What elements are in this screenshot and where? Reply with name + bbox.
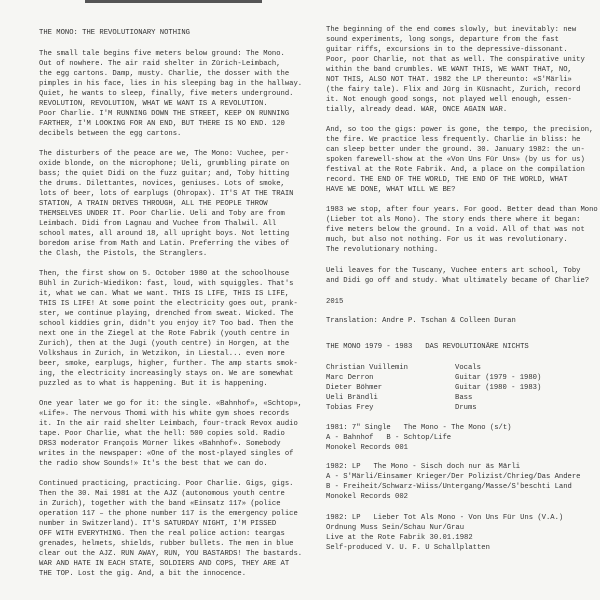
text-line: HAVE WE DONE, WHAT WILL WE BE?	[326, 186, 456, 194]
paragraph	[39, 49, 302, 139]
text-line: REVOLUTION, REVOLUTION, WHAT WE WANT IS A REVOLUTION.	[39, 100, 268, 108]
year: 2015	[326, 298, 344, 306]
text-line: Then the 30. Mai 1981 at the AJZ (autonomous youth centre	[39, 490, 285, 498]
text-line: Ueli leaves for the Tuscany, Vuchee enters art school, Toby	[326, 267, 581, 275]
text-line: in Zurich), together with the band «Einsatz 117» (police	[39, 500, 281, 508]
text-line: NOT THIS, ALSO NOT THAT. 1982 the LP thereunto: «S'Märli»	[326, 76, 572, 84]
text-line: THE TOP. Lost the gig. And, a bit the innocence.	[39, 570, 247, 578]
right-paragraph-4	[326, 266, 589, 286]
text-line: school kiddies grin, didn't you enjoy it? Too bad. Then the	[39, 320, 294, 328]
member-name: Christian Vuillemin	[326, 364, 408, 372]
text-line: spoken farewell-show at the «Von Uns Für Uns» (by us for us)	[326, 156, 585, 164]
text-line: A - Bahnhof B - Schtop/Life	[326, 434, 452, 442]
text-line: (Lieber tot als Mono). The story ends there where it began:	[326, 216, 581, 224]
text-line: 1982: LP Lieber Tot Als Mono - Von Uns Für Uns (V.A.)	[326, 514, 564, 522]
member-list	[326, 363, 541, 413]
member-name: Dieter Böhmer	[326, 384, 383, 392]
text-line: tially, already dead. WAR, ONCE AGAIN WAR.	[326, 106, 508, 114]
text-line: oxide blonde, on the microphone; Ueli, grumbling pirate on	[39, 160, 290, 168]
photo-edge	[85, 0, 262, 3]
text-line: it. In the air raid shelter Leimbach, four-track Revox audio	[39, 420, 298, 428]
lineup-heading: THE MONO 1979 - 1983 DAS REVOLUTIONÄRE NICHTS	[326, 343, 529, 351]
text-line: THIS IS LIFE! At some point the electricity goes out, prank-	[39, 300, 298, 308]
release-1981-single	[326, 423, 511, 453]
member-name: Ueli Brändli	[326, 394, 378, 402]
text-line: beer, smoke, earplugs, higher, further. The amp starts smok-	[39, 360, 298, 368]
text-line: number in Switzerland). IT'S SATURDAY NIGHT, I'M PISSED	[39, 520, 277, 528]
text-line: bass; the quiet Didi on the fuzz guitar; and, Toby hitting	[39, 170, 290, 178]
paragraph	[39, 399, 302, 469]
text-line: the fire. We practice less frequently. Charlie in bliss: he	[326, 136, 581, 144]
text-line: record. THE END OF THE WORLD, THE END OF THE WORLD, WHAT	[326, 176, 568, 184]
text-line: Zurich), then at the Jugi (youth centre) in Horgen, at the	[39, 340, 290, 348]
text-line: Monokel Records 002	[326, 493, 408, 501]
paragraph	[39, 269, 302, 389]
text-line: ing, the electricity increasingly stays on. We are somewhat	[39, 370, 294, 378]
text-line: Out of nowhere. The air raid shelter in Zürich-Leimbach,	[39, 60, 281, 68]
text-line: sound experiments, long songs, departure from the fast	[326, 36, 559, 44]
text-line: STATION, A TRAIN DRIVES THROUGH, ALL THE PEOPLE THROW	[39, 200, 268, 208]
member-name: Marc Derron	[326, 374, 374, 382]
text-line: within the band crumbles. WE WANT THIS, WE WANT THAT, NO,	[326, 66, 572, 74]
text-line: operation 117 – the phone number 117 is the emergency police	[39, 510, 298, 518]
text-line: 1981: 7" Single The Mono - The Mono (s/t)	[326, 424, 512, 432]
text-line: Poor, poor Charlie, not that as well. The conspirative unity	[326, 56, 585, 64]
text-line: festival at the Rote Fabrik. And, a place on the compilation	[326, 166, 585, 174]
text-line: it, what we can. What we want. THIS IS LIFE, THIS IS LIFE,	[39, 290, 290, 298]
text-line: Ordnung Muss Sein/Schau Nur/Grau	[326, 524, 465, 532]
text-line: «Life». The nervous Thomi with his white gym shoes records	[39, 410, 290, 418]
member-row	[326, 393, 541, 403]
left-column	[39, 28, 302, 579]
member-role: Drums	[455, 404, 477, 412]
text-line: The revolutionary nothing.	[326, 246, 439, 254]
text-line: Then, the first show on 5. October 1980 at the schoolhouse	[39, 270, 290, 278]
text-line: guitar riffs, excursions in to the depressive-dissonant.	[326, 46, 568, 54]
text-line: The disturbers of the peace are we, The Mono: Vuchee, per-	[39, 150, 290, 158]
text-line: Quiet, he wants to sleep, finally, five meters underground.	[39, 90, 294, 98]
text-line: pimples in his face, lies in his sleeping bag in the hallway.	[39, 80, 303, 88]
text-line: clear out the AJZ. RUN AWAY, RUN, YOU BASTARDS! The bastards.	[39, 550, 303, 558]
text-line: grenades, helmets, shields, rubber bullets. The men in blue	[39, 540, 294, 548]
member-row	[326, 403, 541, 413]
text-line: the Clash, the Pistols, the Stranglers.	[39, 250, 208, 258]
article-title: THE MONO: THE REVOLUTIONARY NOTHING	[39, 29, 190, 37]
member-role: Guitar (1979 - 1980)	[455, 374, 542, 382]
text-line: five meters below the ground. In a void. All of that was not	[326, 226, 585, 234]
text-line: the drums. Dilettantes, novices, geniuses. Lots of smoke,	[39, 180, 285, 188]
text-line: next one in the Ziegel at the Rote Fabrik (youth centre in	[39, 330, 290, 338]
text-line: decibels between the egg cartons.	[39, 130, 182, 138]
text-line: 1982: LP The Mono - Sisch doch nur äs Märli	[326, 463, 521, 471]
text-line: Live at the Rote Fabrik 30.01.1982	[326, 534, 473, 542]
right-paragraph-1	[326, 25, 585, 115]
text-line: Self-produced V. U. F. U Schallplatten	[326, 544, 490, 552]
text-line: A - S'Märli/Einsamer Krieger/Der Polizist/Chrieg/Das Andere	[326, 473, 581, 481]
text-line: it. Not enough good songs, not played well enough, essen-	[326, 96, 572, 104]
text-line: THEMSELVES UNDER IT. Poor Charlie. Ueli and Toby are from	[39, 210, 285, 218]
text-line: Volkshaus in Zurich, in Wetzikon, in Liestal... even more	[39, 350, 285, 358]
member-role: Bass	[455, 394, 473, 402]
text-line: the radio show Sounds!» It's the best that we can do.	[39, 460, 268, 468]
text-line: tape. Poor Charlie, what the hell: 500 copies sold. Radio	[39, 430, 285, 438]
paragraph	[39, 479, 302, 579]
member-row	[326, 363, 541, 373]
right-paragraph-3	[326, 205, 598, 255]
text-line: One year later we go for it: the single. «Bahnhof», «Schtop»,	[39, 400, 303, 408]
text-line: Leimbach. Didi from Lagnau and Vuchee from Thalwil. All	[39, 220, 277, 228]
text-line: the egg cartons. Damp, musty. Charlie, the dosser with the	[39, 70, 290, 78]
text-line: Monokel Records 001	[326, 444, 408, 452]
member-name: Tobias Frey	[326, 404, 374, 412]
text-line: (the fairy tale). Flix and Jürg in Küsnacht, Zurich, record	[326, 86, 581, 94]
text-line: ster, we continue playing, drenched from sweat. Wicked. The	[39, 310, 294, 318]
member-row	[326, 383, 541, 393]
release-1982-lp	[326, 462, 580, 502]
text-line: much, but also not nothing. For us it was revolutionary.	[326, 236, 568, 244]
text-line: OFF WITH EVERYTHING. Then the real police action: teargas	[39, 530, 285, 538]
right-paragraph-2	[326, 125, 593, 195]
text-line: DRS3 moderator François Mürner likes «Bahnhof». Somebody	[39, 440, 281, 448]
paragraph	[39, 149, 302, 259]
text-line: writes in the newspaper: «One of the most-played singles of	[39, 450, 294, 458]
member-role: Vocals	[455, 364, 481, 372]
member-role: Guitar (1980 - 1983)	[455, 384, 542, 392]
text-line: B - Freiheit/Schwarz-Wiiss/Untergang/Masse/S'beschti Land	[326, 483, 572, 491]
text-line: Bühl in Zurich-Wiedikon: fast, loud, with squiggles. That's	[39, 280, 294, 288]
text-line: school mates, all around 18, all upright boys. Not letting	[39, 230, 290, 238]
text-line: can sleep better under the ground. 30. January 1982: the un-	[326, 146, 585, 154]
text-line: boredom arise from Math and Latin. Preferring the vibes of	[39, 240, 290, 248]
text-line: WAR AND HATE IN EACH STATE, SOLDIERS AND COPS, THEY ARE AT	[39, 560, 290, 568]
text-line: Continued practicing, practicing. Poor Charlie. Gigs, gigs.	[39, 480, 294, 488]
release-1982-compilation	[326, 513, 563, 553]
member-row	[326, 373, 541, 383]
text-line: And, so too the gigs: power is gone, the tempo, the precision,	[326, 126, 594, 134]
text-line: 1983 we stop, after four years. For good. Better dead than Mono	[326, 206, 598, 214]
text-line: Poor Charlie. I'M RUNNING DOWN THE STREET, KEEP ON RUNNING	[39, 110, 290, 118]
translation-credit: Translation: Andre P. Tschan & Colleen Duran	[326, 317, 516, 325]
text-line: FARTHER, I'M LOOKING FOR AN END, BUT THERE IS NO END. 120	[39, 120, 285, 128]
text-line: The beginning of the end comes slowly, but inevitably: new	[326, 26, 577, 34]
text-line: and Didi go off and study. What ultimately became of Charlie?	[326, 277, 590, 285]
left-paragraphs	[39, 49, 302, 579]
text-line: The small tale begins five meters below ground: The Mono.	[39, 50, 285, 58]
text-line: lots of beer, lots of earplugs (Ohropax). IT'S AT THE TRAIN	[39, 190, 294, 198]
text-line: puzzled as to what is happening. But it is happening.	[39, 380, 268, 388]
